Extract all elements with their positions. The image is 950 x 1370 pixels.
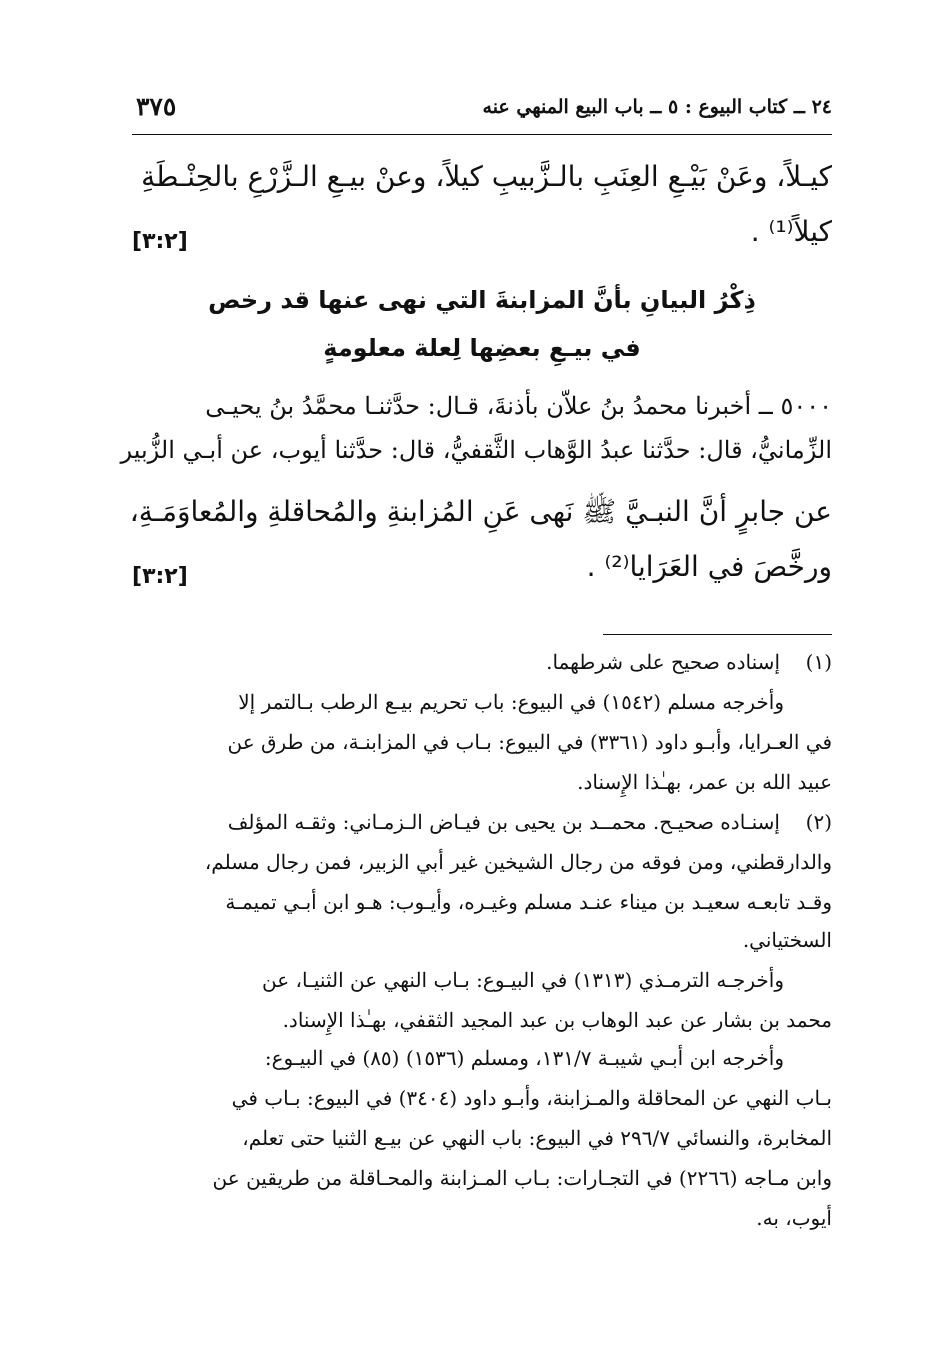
footnote-2: [132, 1126, 832, 1158]
footnote-1: [132, 770, 832, 802]
footnote-line: إسناده صحيح على شرطهما.: [546, 650, 780, 674]
footnote-1: [132, 650, 832, 682]
footnote-1: [132, 690, 832, 722]
footnote-2: [132, 1166, 832, 1198]
footnote-number: (١): [805, 650, 832, 674]
footnote-line: عبيد الله بن عمر، بهـٰذا الإِسناد.: [577, 770, 832, 794]
footnote-line: السختياني.: [742, 928, 832, 952]
footnote-2: [132, 1008, 832, 1040]
footnote-2: [132, 928, 832, 960]
footnote-number: (٢): [805, 810, 832, 834]
text-line-content: كيلاً⁽¹⁾ .: [750, 215, 832, 248]
footnote-2: [132, 1086, 832, 1118]
footnote-line: وأخرجـه الترمـذي (١٣١٣) في البيـوع: بـاب النهي عن الثنيـا، عن: [261, 968, 784, 992]
footnote-2: [132, 890, 832, 922]
footnote-2: [132, 968, 832, 1000]
matn-line-content: ورخَّصَ في العَرَايا⁽²⁾ .: [586, 550, 832, 583]
footnote-2: [132, 1046, 832, 1078]
chapter-title: ٢٤ ــ كتاب البيوع : ٥ ــ باب البيع المنهي عنه: [482, 96, 832, 118]
isnad-line: ٥٠٠٠ ــ أخبرنا محمدُ بنُ علاّن بأذنةَ، قـال: حدَّثنـا محمَّدُ بنُ يحيـى: [205, 392, 832, 420]
matn-line: [129, 495, 832, 543]
text-line-content: كيـلاً، وعَنْ بَيْـعِ العِنَبِ بالـزَّبيبِ كيلاً، وعنْ بيـعِ الـزَّرْعِ بالحِنْـطَةِ: [141, 160, 832, 193]
footnote-2: [132, 1206, 832, 1238]
footnote-line: إسنـاده صحيـح. محمــد بن يحيى بن فيـاض الـزمـاني: وثقـه المؤلف: [227, 810, 780, 834]
section-heading: في بيـعِ بعضِها لِعلة معلومةٍ: [323, 334, 641, 362]
footnote-line: أيوب، به.: [756, 1206, 832, 1230]
footnote-1: [132, 730, 832, 762]
footnote-line: وقـد تابعـه سعيـد بن ميناء عنـد مسلم وغيـره، وأيـوب: هـو ابن أبـي تميمـة: [225, 890, 832, 914]
page-number: ٣٧٥: [136, 92, 177, 121]
footnote-line: في العـرايا، وأبـو داود (٣٣٦١) في البيوع: بـاب في المزابنـة، من طرق عن: [227, 730, 832, 754]
reference-marker: [٣:٢]: [132, 564, 188, 589]
footnote-divider: [603, 634, 832, 635]
footnote-line: بـاب النهي عن المحاقلة والمـزابنة، وأبـو داود (٣٤٠٤) في البيوع: بـاب في: [231, 1086, 832, 1110]
footnote-line: وابن مـاجه (٢٢٦٦) في التجـارات: بـاب المـزابنة والمحـاقلة من طريقين عن: [212, 1166, 832, 1190]
footnote-line: وأخرجه مسلم (١٥٤٢) في البيوع: باب تحريم بيـع الرطب بـالتمر إلا: [238, 690, 784, 714]
footnote-line: محمد بن بشار عن عبد الوهاب بن عبد المجيد الثقفي، بهـٰذا الإِسناد.: [282, 1008, 832, 1032]
isnad-line: الزِّمانيُّ، قال: حدَّثنا عبدُ الوَّهاب الثَّقفيُّ، قال: حدَّثنا أيوب، عن أبـي الزُّبير: [120, 436, 832, 464]
text-line: [132, 215, 832, 263]
matn-line-content: عن جابرٍ أنَّ النبـيَّ ﷺ نَهى عَنِ المُزابنةِ والمُحاقلةِ والمُعاوَمَـةِ،: [129, 495, 832, 528]
footnote-line: والدارقطني، ومن فوقه من رجال الشيخين غير أبي الزبير، فمن رجال مسلم،: [204, 850, 832, 874]
text-line: [132, 160, 832, 208]
section-heading: ذِكْرُ البيانِ بأنَّ المزابنةَ التي نهى عنها قد رخص: [208, 286, 756, 314]
matn-line: [132, 550, 832, 598]
footnote-2: [132, 810, 832, 842]
footnote-2: [132, 850, 832, 882]
footnote-line: المخابرة، والنسائي ٢٩٦/٧ في البيوع: باب النهي عن بيـع الثنيا حتى تعلم،: [242, 1126, 832, 1150]
footnote-line: وأخرجه ابن أبـي شيبـة ١٣١/٧، ومسلم (١٥٣٦) (٨٥) في البيـوع:: [264, 1046, 784, 1070]
reference-marker: [٣:٢]: [132, 229, 188, 254]
running-header: [132, 86, 832, 135]
